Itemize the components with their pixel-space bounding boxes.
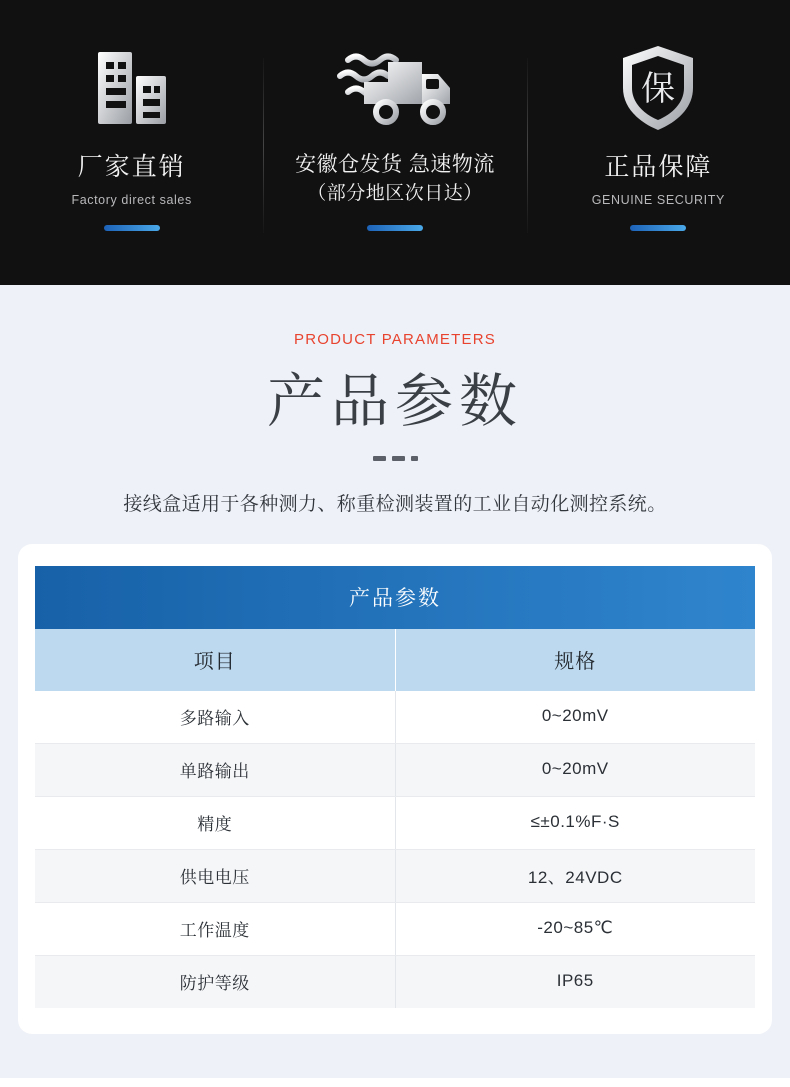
feature-subtitle-cn: （部分地区次日达）: [307, 183, 483, 205]
cell-item: 精度: [35, 796, 395, 849]
cell-item: 多路输入: [35, 691, 395, 744]
table-caption: 产品参数: [35, 566, 755, 629]
feature-title: 厂家直销: [77, 153, 186, 181]
shield-guarantee-icon: [613, 40, 703, 136]
column-header-item: 项目: [35, 629, 395, 691]
cell-item: 工作温度: [35, 902, 395, 955]
table-row: [35, 796, 755, 849]
cell-spec: -20~85℃: [395, 902, 755, 955]
feature-subtitle: Factory direct sales: [71, 193, 192, 208]
cell-spec: 12、24VDC: [395, 849, 755, 902]
factory-building-icon: [84, 40, 180, 136]
svg-text:保: 保: [641, 70, 676, 108]
parameters-card-wrapper: [0, 530, 790, 1060]
feature-item-factory: [0, 40, 263, 285]
parameters-heading-section: [0, 285, 790, 530]
feature-bar: [0, 0, 790, 285]
cell-spec: ≤±0.1%F·S: [395, 796, 755, 849]
feature-underline: [104, 225, 160, 231]
cell-item: 防护等级: [35, 955, 395, 1008]
page-title: 产品参数: [266, 369, 523, 434]
parameters-table: [35, 629, 755, 1008]
cell-item: 单路输出: [35, 743, 395, 796]
dash-segment: [411, 456, 418, 461]
section-description: 接线盒适用于各种测力、称重检测装置的工业自动化测控系统。: [123, 493, 667, 515]
cell-item: 供电电压: [35, 849, 395, 902]
dash-segment: [392, 456, 405, 461]
column-header-spec: 规格: [395, 629, 755, 691]
delivery-truck-icon: [330, 40, 460, 136]
table-header-row: [35, 629, 755, 691]
divider-dashes: [373, 456, 418, 461]
section-eyebrow: PRODUCT PARAMETERS: [294, 331, 496, 348]
table-row: [35, 902, 755, 955]
feature-item-logistics: [263, 40, 526, 285]
page-bottom-spacer: [0, 1060, 790, 1078]
cell-spec: 0~20mV: [395, 743, 755, 796]
feature-title: 正品保障: [604, 153, 713, 181]
cell-spec: IP65: [395, 955, 755, 1008]
feature-item-genuine: [527, 40, 790, 285]
feature-underline: [367, 225, 423, 231]
dash-segment: [373, 456, 386, 461]
feature-subtitle: GENUINE SECURITY: [591, 193, 725, 208]
cell-spec: 0~20mV: [395, 691, 755, 744]
table-row: [35, 743, 755, 796]
feature-underline: [630, 225, 686, 231]
parameters-card: [18, 544, 772, 1034]
table-row: [35, 849, 755, 902]
feature-title: 安徽仓发货 急速物流: [295, 153, 495, 176]
table-row: [35, 691, 755, 744]
table-row: [35, 955, 755, 1008]
